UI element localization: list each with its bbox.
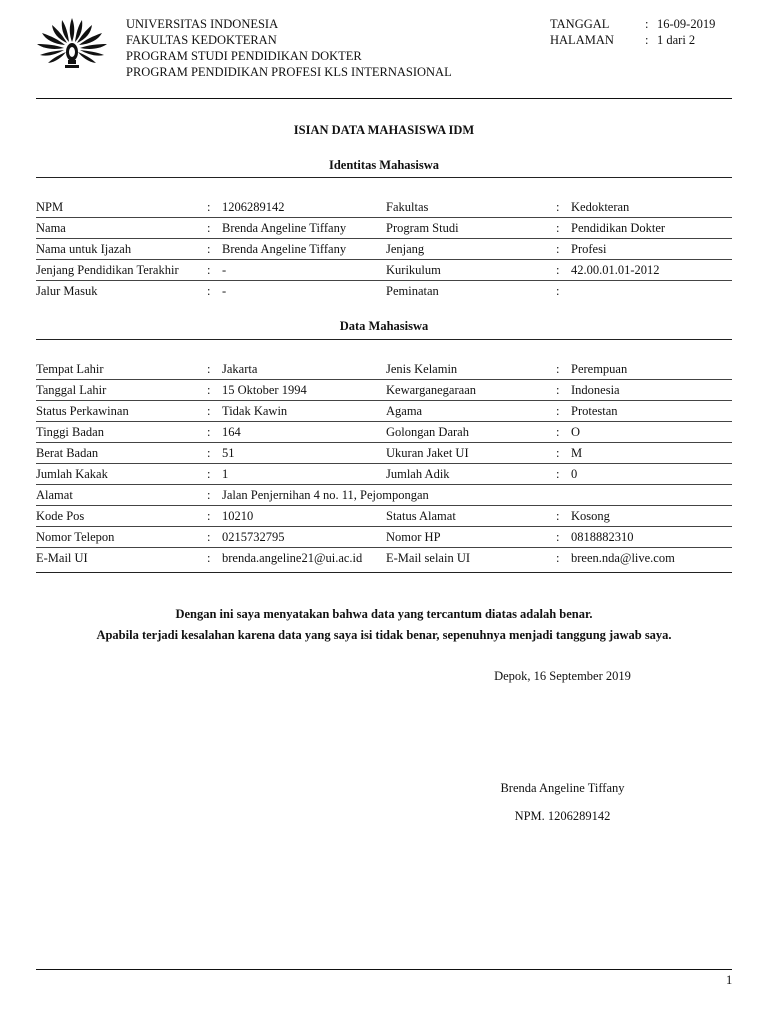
field-label: Jenjang <box>386 239 556 260</box>
table-bottom-divider <box>36 572 732 573</box>
field-label: Alamat <box>36 485 204 506</box>
field-label: NPM <box>36 197 204 218</box>
field-value: Profesi <box>571 239 732 260</box>
table-row <box>36 359 732 380</box>
field-value: Pendidikan Dokter <box>571 218 732 239</box>
header-divider <box>36 98 732 99</box>
field-label: Kurikulum <box>386 260 556 281</box>
field-label: Peminatan <box>386 284 439 298</box>
statement-line-1: Dengan ini saya menyatakan bahwa data yang tercantum diatas adalah benar. <box>175 607 593 621</box>
field-value <box>571 281 732 302</box>
field-label: Berat Badan <box>36 443 204 464</box>
table-row <box>36 380 732 401</box>
field-colon: : <box>204 380 222 401</box>
field-label: Agama <box>386 401 556 422</box>
field-label: Jenis Kelamin <box>386 359 556 380</box>
field-value: 0215732795 <box>222 527 386 548</box>
field-colon: : <box>556 218 571 239</box>
field-label: Nomor HP <box>386 527 556 548</box>
field-value: 10210 <box>222 506 386 527</box>
field-label: Tempat Lahir <box>36 359 204 380</box>
field-value: 0 <box>571 464 732 485</box>
field-colon: : <box>556 422 571 443</box>
section-heading-identitas: Identitas Mahasiswa <box>328 158 440 172</box>
field-colon: : <box>556 260 571 281</box>
field-label: Jumlah Kakak <box>36 464 204 485</box>
field-label: Tinggi Badan <box>36 422 204 443</box>
field-label: Golongan Darah <box>386 422 556 443</box>
field-label: Fakultas <box>386 197 556 218</box>
field-value: 51 <box>222 443 386 464</box>
field-colon: : <box>204 485 222 506</box>
field-label: Kewarganegaraan <box>386 380 556 401</box>
table-row <box>36 218 732 239</box>
table-row <box>36 401 732 422</box>
field-colon: : <box>556 527 571 548</box>
page-number: 1 <box>726 973 733 987</box>
field-colon: : <box>204 464 222 485</box>
header-university: UNIVERSITAS INDONESIA <box>126 17 279 31</box>
field-colon: : <box>204 359 222 380</box>
meta-page-label: HALAMAN <box>550 33 614 47</box>
field-colon: : <box>556 551 560 565</box>
field-label: Nama untuk Ijazah <box>36 239 204 260</box>
field-colon: : <box>204 443 222 464</box>
table-row <box>36 197 732 218</box>
field-colon: : <box>204 260 222 281</box>
field-label: Jalur Masuk <box>36 284 98 298</box>
field-value: 15 Oktober 1994 <box>222 380 386 401</box>
field-value: 42.00.01.01-2012 <box>571 260 732 281</box>
meta-page-value: 1 dari 2 <box>657 33 696 47</box>
field-value: - <box>222 260 386 281</box>
field-value: Indonesia <box>571 380 732 401</box>
meta-date-label: TANGGAL <box>550 17 610 31</box>
section-divider-identitas <box>36 177 732 178</box>
table-row <box>36 464 732 485</box>
field-value: Kosong <box>571 506 732 527</box>
field-colon: : <box>204 239 222 260</box>
field-colon: : <box>204 527 222 548</box>
section-divider-data-mahasiswa <box>36 339 732 340</box>
table-row <box>36 527 732 548</box>
field-value: Protestan <box>571 401 732 422</box>
field-value: 1206289142 <box>222 197 386 218</box>
field-colon: : <box>556 443 571 464</box>
field-value: 164 <box>222 422 386 443</box>
field-colon: : <box>556 380 571 401</box>
field-label: Jumlah Adik <box>386 464 556 485</box>
table-row <box>36 506 732 527</box>
data-mahasiswa-table <box>36 359 732 568</box>
signature-place-date: Depok, 16 September 2019 <box>494 669 631 683</box>
field-value: brenda.angeline21@ui.ac.id <box>222 551 363 565</box>
field-label: Nomor Telepon <box>36 527 204 548</box>
field-value: M <box>571 443 732 464</box>
identitas-table <box>36 197 732 301</box>
field-label: E-Mail UI <box>36 551 88 565</box>
field-value: Tidak Kawin <box>222 401 386 422</box>
signature-npm: NPM. 1206289142 <box>514 809 611 823</box>
field-value: - <box>222 284 227 298</box>
table-row <box>36 548 732 569</box>
field-label: Jenjang Pendidikan Terakhir <box>36 260 204 281</box>
field-value: 0818882310 <box>571 527 732 548</box>
field-colon: : <box>207 551 211 565</box>
header-faculty: FAKULTAS KEDOKTERAN <box>126 33 277 47</box>
field-label: Ukuran Jaket UI <box>386 443 556 464</box>
section-heading-data-mahasiswa: Data Mahasiswa <box>339 319 429 333</box>
field-value: breen.nda@live.com <box>571 551 675 565</box>
field-colon: : <box>204 218 222 239</box>
field-colon: : <box>556 197 571 218</box>
header-profession-program: PROGRAM PENDIDIKAN PROFESI KLS INTERNASIONAL <box>126 65 452 79</box>
document-title: ISIAN DATA MAHASISWA IDM <box>293 123 475 137</box>
table-row <box>36 239 732 260</box>
meta-page-colon: : <box>645 33 649 47</box>
table-row <box>36 281 732 302</box>
field-colon: : <box>556 506 571 527</box>
field-colon: : <box>556 401 571 422</box>
table-row <box>36 260 732 281</box>
header-study-program: PROGRAM STUDI PENDIDIKAN DOKTER <box>126 49 362 63</box>
field-label: E-Mail selain UI <box>386 551 471 565</box>
table-row <box>36 422 732 443</box>
field-label: Kode Pos <box>36 506 204 527</box>
field-value: Kedokteran <box>571 197 732 218</box>
universitas-indonesia-logo-icon <box>32 12 112 72</box>
statement-line-2: Apabila terjadi kesalahan karena data yang saya isi tidak benar, sepenuhnya menjadi tanggung jawab saya. <box>96 628 672 642</box>
field-colon: : <box>556 359 571 380</box>
field-colon: : <box>207 284 211 298</box>
field-colon: : <box>556 239 571 260</box>
field-value: Perempuan <box>571 359 732 380</box>
field-value: O <box>571 422 732 443</box>
field-value: Jakarta <box>222 359 386 380</box>
table-row <box>36 485 732 506</box>
field-colon: : <box>204 401 222 422</box>
field-colon: : <box>204 506 222 527</box>
meta-date-value: 16-09-2019 <box>657 17 716 31</box>
field-value: Brenda Angeline Tiffany <box>222 218 386 239</box>
signature-name: Brenda Angeline Tiffany <box>500 781 625 795</box>
field-colon: : <box>204 197 222 218</box>
field-label: Nama <box>36 218 204 239</box>
footer-divider <box>36 969 732 970</box>
field-label: Status Perkawinan <box>36 401 204 422</box>
meta-date-colon: : <box>645 17 649 31</box>
table-row <box>36 443 732 464</box>
field-value: Jalan Penjernihan 4 no. 11, Pejompongan <box>222 485 732 506</box>
field-value: 1 <box>222 464 386 485</box>
field-label: Program Studi <box>386 218 556 239</box>
field-label: Tanggal Lahir <box>36 380 204 401</box>
field-label: Status Alamat <box>386 506 556 527</box>
field-value: Brenda Angeline Tiffany <box>222 239 386 260</box>
field-colon: : <box>556 464 571 485</box>
field-colon: : <box>204 422 222 443</box>
field-colon: : <box>556 284 560 298</box>
